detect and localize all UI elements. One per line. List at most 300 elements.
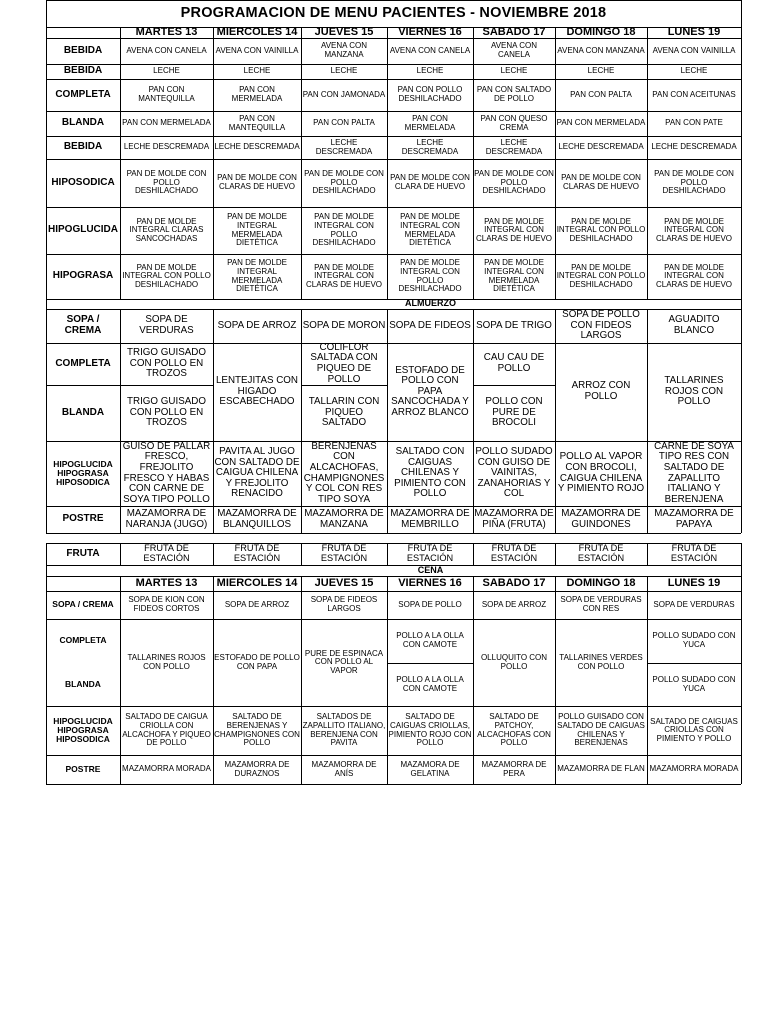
- day-header: SABADO 17: [482, 576, 546, 589]
- menu-cell: PAN CON MANTEQUILLA: [228, 113, 286, 132]
- menu-cell: PAN CON ACEITUNAS: [652, 89, 736, 99]
- grid-line: [555, 706, 556, 755]
- grid-line: [387, 619, 388, 706]
- grid-line: [46, 64, 47, 79]
- menu-cell: MAZAMORRA DE PIÑA (FRUTA): [474, 507, 554, 530]
- menu-cell: SOPA DE POLLO CON FIDEOS LARGOS: [562, 309, 640, 342]
- grid-line: [387, 207, 388, 254]
- grid-line: [387, 663, 473, 664]
- menu-cell: LECHE: [330, 66, 358, 76]
- menu-cell: AGUADITO BLANCO: [668, 314, 720, 336]
- day-header: DOMINGO 18: [566, 27, 636, 38]
- grid-line: [473, 706, 474, 755]
- menu-cell: PAN CON PATE: [665, 118, 723, 128]
- menu-cell: CARNE DE SOYA TIPO RES CON SALTADO DE ZAPALLITO ITALIANO Y BERENJENA: [654, 441, 734, 505]
- menu-cell: AVENA CON CANELA: [126, 45, 207, 55]
- grid-line: [120, 385, 213, 386]
- grid-line: [647, 136, 648, 159]
- grid-line: [555, 343, 556, 441]
- menu-cell: FRUTA DE ESTACIÓN: [233, 543, 281, 563]
- grid-line: [555, 619, 556, 706]
- menu-cell: LECHE DESCREMADA: [315, 137, 373, 156]
- grid-line: [741, 576, 742, 591]
- grid-line: [473, 385, 555, 386]
- grid-line: [301, 79, 302, 111]
- menu-cell: SOPA DE VERDURAS: [139, 314, 194, 336]
- menu-cell: PAN DE MOLDE INTEGRAL CON CLARAS DE HUEVO: [655, 262, 733, 289]
- menu-cell: PAN DE MOLDE INTEGRAL CON CLARAS DE HUEVO: [305, 262, 383, 289]
- menu-cell: SOPA DE POLLO: [398, 599, 462, 609]
- menu-cell: PAN DE MOLDE CON POLLO DESHILACHADO: [474, 169, 554, 196]
- row-label: BEBIDA: [63, 44, 103, 56]
- page-title: PROGRAMACION DE MENU PACIENTES - NOVIEMBRE 2018: [180, 5, 607, 22]
- row-label: SOPA / CREMA: [52, 599, 114, 610]
- grid-line: [555, 254, 556, 299]
- grid-line: [473, 79, 474, 111]
- grid-line: [301, 619, 302, 706]
- grid-line: [46, 136, 47, 159]
- grid-line: [120, 27, 121, 38]
- row-label: SOPA / CREMA: [64, 314, 102, 336]
- grid-line: [387, 79, 388, 111]
- grid-line: [741, 309, 742, 343]
- grid-line: [473, 543, 474, 565]
- grid-line: [555, 441, 556, 506]
- menu-cell: POLLO SUDADO CON YUCA: [652, 631, 736, 649]
- grid-line: [120, 506, 121, 533]
- menu-cell: AVENA CON VAINILLA: [652, 45, 736, 55]
- grid-line: [301, 136, 302, 159]
- grid-line: [120, 441, 121, 506]
- grid-line: [387, 506, 388, 533]
- day-header: VIERNES 16: [398, 27, 462, 38]
- grid-line: [647, 27, 648, 38]
- menu-cell: SALTADO DE CAIGUA CRIOLLA CON ALCACHOFA Y PIQUEO DE POLLO: [122, 712, 211, 748]
- menu-cell: SOPA DE TRIGO: [476, 319, 552, 331]
- grid-line: [301, 159, 302, 207]
- grid-line: [46, 27, 47, 38]
- grid-line: [46, 755, 47, 784]
- grid-line: [387, 591, 388, 619]
- grid-line: [46, 309, 47, 343]
- menu-cell: MAZAMORRA DE ANÍS: [311, 759, 377, 778]
- grid-line: [46, 207, 47, 254]
- grid-line: [46, 506, 47, 533]
- menu-cell: AVENA CON VAINILLA: [215, 45, 299, 55]
- menu-cell: LECHE DESCREMADA: [401, 137, 459, 156]
- grid-line: [741, 706, 742, 755]
- menu-cell: POLLO GUISADO CON SALTADO DE CAIGUAS CHILENAS Y BERENJENAS: [557, 712, 645, 748]
- menu-cell: LECHE DESCREMADA: [558, 142, 644, 152]
- grid-line: [120, 159, 121, 207]
- grid-line: [555, 111, 556, 136]
- menu-cell: PAN CON POLLO DESHILACHADO: [397, 85, 463, 103]
- menu-cell: FRUTA DE ESTACIÓN: [577, 543, 625, 563]
- row-label: BLANDA: [65, 678, 101, 689]
- grid-line: [647, 38, 648, 64]
- menu-cell: PAN DE MOLDE INTEGRAL CON POLLO DESHILACHADO: [556, 262, 646, 289]
- grid-line: [647, 441, 648, 506]
- grid-line: [301, 506, 302, 533]
- grid-line: [301, 706, 302, 755]
- day-header: JUEVES 15: [314, 576, 374, 589]
- grid-line: [473, 254, 474, 299]
- menu-cell: LECHE: [243, 66, 271, 76]
- day-header: SABADO 17: [482, 27, 546, 38]
- section-label: ALMUERZO: [405, 299, 456, 309]
- grid-line: [120, 619, 121, 706]
- grid-line: [387, 441, 388, 506]
- menu-cell: MAZAMORRA DE BLANQUILLOS: [217, 507, 297, 530]
- menu-cell: PAN CON MERMELADA: [404, 113, 456, 132]
- menu-cell: POLLO A LA OLLA CON CAMOTE: [396, 631, 464, 649]
- grid-line: [387, 111, 388, 136]
- menu-cell: POLLO A LA OLLA CON CAMOTE: [396, 674, 464, 693]
- menu-cell: AVENA CON MANZANA: [320, 41, 368, 59]
- grid-line: [120, 79, 121, 111]
- menu-cell: PAN DE MOLDE INTEGRAL CLARAS SANCOCHADAS: [129, 216, 204, 243]
- menu-cell: CAU CAU DE POLLO: [483, 352, 545, 374]
- day-header: DOMINGO 18: [566, 576, 636, 589]
- grid-line: [387, 755, 388, 784]
- row-label: HIPOGLUCIDA HIPOGRASA HIPOSODICA: [53, 715, 113, 745]
- menu-cell: PAN DE MOLDE INTEGRAL MERMELADA DIETÉTICA: [227, 212, 287, 248]
- grid-line: [741, 755, 742, 784]
- menu-cell: LECHE: [153, 66, 180, 76]
- grid-line: [473, 136, 474, 159]
- grid-line: [120, 64, 121, 79]
- grid-line: [741, 38, 742, 64]
- menu-cell: PAN DE MOLDE CON CLARA DE HUEVO: [390, 173, 470, 191]
- grid-line: [647, 755, 648, 784]
- menu-cell: PAN DE MOLDE INTEGRAL CON POLLO DESHILACHADO: [556, 216, 646, 243]
- row-label: HIPOGRASA: [52, 270, 114, 282]
- grid-line: [213, 111, 214, 136]
- menu-cell: SOPA DE KION CON FIDEOS CORTOS: [128, 595, 205, 613]
- menu-cell: PAN DE MOLDE CON POLLO DESHILACHADO: [654, 169, 734, 196]
- grid-line: [213, 576, 214, 591]
- grid-line: [647, 207, 648, 254]
- day-header: VIERNES 16: [398, 576, 462, 589]
- grid-line: [387, 64, 388, 79]
- menu-cell: PAN DE MOLDE CON CLARAS DE HUEVO: [217, 173, 297, 191]
- menu-cell: SOPA DE ARROZ: [481, 599, 547, 609]
- row-label: POSTRE: [62, 513, 104, 525]
- row-label: POSTRE: [65, 763, 101, 774]
- grid-line: [741, 299, 742, 309]
- grid-line: [741, 64, 742, 79]
- grid-line: [301, 309, 302, 343]
- grid-line: [741, 159, 742, 207]
- grid-line: [741, 619, 742, 706]
- menu-cell: PAN DE MOLDE INTEGRAL CON POLLO DESHILACHADO: [398, 258, 462, 294]
- row-label: HIPOGLUCIDA HIPOGRASA HIPOSODICA: [53, 458, 113, 488]
- grid-line: [213, 207, 214, 254]
- menu-cell: PAVITA AL JUGO CON SALTADO DE CAIGUA CHILENA Y FREJOLITO RENACIDO: [214, 446, 300, 500]
- menu-cell: SALTADO DE CAIGUAS CRIOLLAS CON PIMIENTO Y POLLO: [650, 716, 738, 743]
- grid-line: [555, 543, 556, 565]
- row-label: BEBIDA: [63, 65, 103, 77]
- grid-line: [213, 506, 214, 533]
- grid-line: [301, 576, 302, 591]
- grid-line: [301, 385, 387, 386]
- menu-cell: POLLO SUDADO CON GUISO DE VAINITAS, ZANAHORIAS Y COL: [475, 446, 553, 500]
- menu-cell: PAN DE MOLDE CON CLARAS DE HUEVO: [561, 173, 641, 191]
- menu-cell: LECHE: [500, 66, 528, 76]
- grid-line: [213, 64, 214, 79]
- menu-cell: SALTADO CON CAIGUAS CHILENAS Y PIMIENTO CON POLLO: [394, 446, 466, 500]
- grid-line: [387, 27, 388, 38]
- grid-line: [120, 343, 121, 441]
- grid-line: [120, 543, 121, 565]
- menu-cell: SALTADOS DE ZAPALLITO ITALIANO, BERENJENA CON PAVITA: [302, 712, 386, 748]
- menu-cell: ARROZ CON POLLO: [571, 380, 631, 402]
- day-header: MARTES 13: [135, 576, 198, 589]
- row-label: HIPOSODICA: [51, 176, 115, 188]
- grid-line: [120, 136, 121, 159]
- grid-line: [120, 111, 121, 136]
- grid-line: [46, 343, 47, 441]
- row-label: BLANDA: [61, 406, 105, 418]
- menu-cell: PAN DE MOLDE INTEGRAL CON CLARAS DE HUEVO: [475, 216, 553, 243]
- menu-cell: AVENA CON CANELA: [389, 45, 471, 55]
- grid-line: [647, 706, 648, 755]
- menu-cell: LECHE DESCREMADA: [485, 137, 543, 156]
- grid-line: [741, 254, 742, 299]
- section-label: CENA: [417, 565, 444, 575]
- row-label: COMPLETA: [55, 88, 111, 100]
- grid-line: [473, 506, 474, 533]
- grid-line: [213, 27, 214, 38]
- menu-cell: FRUTA DE ESTACIÓN: [490, 543, 538, 563]
- grid-line: [46, 79, 47, 111]
- grid-line: [213, 441, 214, 506]
- grid-line: [46, 619, 47, 706]
- menu-cell: PAN CON PALTA: [313, 118, 375, 128]
- row-label: FRUTA: [66, 547, 100, 559]
- grid-line: [647, 64, 648, 79]
- menu-cell: SOPA DE ARROZ: [224, 599, 290, 609]
- menu-cell: TALLARINES ROJOS CON POLLO: [664, 375, 724, 408]
- menu-cell: PAN DE MOLDE INTEGRAL CON MERMELADA DIETÉTICA: [400, 212, 460, 248]
- grid-line: [555, 591, 556, 619]
- grid-line: [46, 299, 47, 309]
- grid-line: [387, 254, 388, 299]
- menu-cell: PAN CON MERMELADA: [231, 85, 283, 103]
- grid-line: [741, 343, 742, 441]
- grid-line: [387, 343, 388, 441]
- grid-line: [213, 591, 214, 619]
- grid-line: [213, 755, 214, 784]
- menu-cell: MAZAMORRA DE PERA: [481, 759, 547, 778]
- grid-line: [741, 27, 742, 38]
- grid-line: [120, 254, 121, 299]
- menu-cell: SALTADO DE CAIGUAS CRIOLLAS, PIMIENTO ROJO CON POLLO: [388, 712, 472, 748]
- grid-line: [387, 159, 388, 207]
- menu-cell: SALTADO DE BERENJENAS Y CHAMPIGNONES CON POLLO: [214, 712, 300, 748]
- grid-line: [46, 576, 47, 591]
- grid-line: [647, 309, 648, 343]
- grid-line: [46, 441, 47, 506]
- grid-line: [213, 136, 214, 159]
- grid-line: [213, 38, 214, 64]
- grid-line: [301, 111, 302, 136]
- grid-line: [647, 663, 741, 664]
- menu-cell: MAZAMORRA DE FLAN: [557, 764, 645, 774]
- grid-line: [555, 207, 556, 254]
- grid-line: [473, 441, 474, 506]
- grid-line: [301, 64, 302, 79]
- grid-line: [120, 309, 121, 343]
- grid-line: [647, 506, 648, 533]
- menu-cell: LECHE DESCREMADA: [651, 142, 737, 152]
- menu-cell: SOPA DE FIDEOS: [389, 319, 471, 331]
- grid-line: [387, 543, 388, 565]
- grid-line: [213, 309, 214, 343]
- menu-cell: SOPA DE VERDURAS: [653, 599, 735, 609]
- row-label: BEBIDA: [63, 141, 103, 153]
- grid-line: [120, 207, 121, 254]
- menu-cell: MAZAMORRA DE PAPAYA: [654, 507, 734, 530]
- menu-cell: SOPA DE VERDURAS CON RES: [560, 595, 642, 613]
- menu-cell: TRIGO GUISADO CON POLLO EN TROZOS: [127, 396, 206, 429]
- menu-cell: FRUTA DE ESTACIÓN: [406, 543, 454, 563]
- menu-cell: SOPA DE ARROZ: [217, 319, 297, 331]
- grid-line: [473, 38, 474, 64]
- menu-cell: PAN DE MOLDE INTEGRAL CON MERMELADA DIETÉTICA: [484, 258, 544, 294]
- grid-line: [741, 591, 742, 619]
- grid-line: [120, 706, 121, 755]
- grid-line: [301, 543, 302, 565]
- menu-cell: POLLO CON PURE DE BROCOLI: [485, 396, 543, 429]
- grid-line: [555, 64, 556, 79]
- menu-cell: TALLARIN CON PIQUEO SALTADO: [308, 396, 380, 429]
- grid-line: [301, 591, 302, 619]
- menu-cell: POLLO AL VAPOR CON BROCOLI, CAIGUA CHILENA Y PIMIENTO ROJO: [557, 451, 645, 495]
- grid-line: [555, 79, 556, 111]
- grid-line: [46, 111, 47, 136]
- menu-cell: LECHE DESCREMADA: [123, 142, 210, 152]
- grid-line: [46, 543, 47, 565]
- menu-cell: PURE DE ESPINACA CON POLLO AL VAPOR: [304, 648, 384, 675]
- grid-line: [647, 79, 648, 111]
- menu-cell: TALLARINES VERDES CON POLLO: [559, 652, 643, 671]
- grid-line: [473, 64, 474, 79]
- grid-line: [387, 136, 388, 159]
- grid-line: [301, 207, 302, 254]
- menu-cell: PAN DE MOLDE CON POLLO DESHILACHADO: [126, 169, 207, 196]
- menu-cell: PAN CON JAMONADA: [302, 89, 386, 99]
- menu-cell: PAN CON MANTEQUILLA: [138, 85, 195, 103]
- grid-line: [647, 543, 648, 565]
- grid-line: [213, 159, 214, 207]
- grid-line: [301, 343, 302, 441]
- grid-line: [387, 38, 388, 64]
- menu-cell: LENTEJITAS CON HIGADO ESCABECHADO: [215, 375, 298, 408]
- grid-line: [473, 309, 474, 343]
- grid-line: [120, 755, 121, 784]
- menu-cell: PAN DE MOLDE INTEGRAL CON POLLO DESHILACHADO: [122, 262, 211, 289]
- menu-cell: POLLO SUDADO CON YUCA: [652, 674, 736, 693]
- grid-line: [555, 136, 556, 159]
- menu-cell: TALLARINES ROJOS CON POLLO: [127, 652, 206, 671]
- menu-cell: LECHE: [587, 66, 615, 76]
- menu-cell: MAZAMORRA DE NARANJA (JUGO): [125, 507, 208, 530]
- grid-line: [213, 706, 214, 755]
- menu-cell: MAZAMORRA DE MEMBRILLO: [390, 507, 470, 530]
- grid-line: [213, 543, 214, 565]
- menu-cell: FRUTA DE ESTACIÓN: [320, 543, 368, 563]
- grid-line: [555, 576, 556, 591]
- menu-cell: SALTADO DE PATCHOY, ALCACHOFAS CON POLLO: [477, 712, 551, 748]
- grid-line: [741, 111, 742, 136]
- row-label: BLANDA: [61, 117, 105, 129]
- grid-line: [301, 38, 302, 64]
- menu-cell: FRUTA DE ESTACIÓN: [670, 543, 718, 563]
- grid-line: [555, 159, 556, 207]
- grid-line: [387, 706, 388, 755]
- menu-cell: PAN DE MOLDE CON POLLO DESHILACHADO: [304, 169, 384, 196]
- grid-line: [473, 159, 474, 207]
- row-label: COMPLETA: [59, 635, 107, 646]
- grid-line: [647, 591, 648, 619]
- grid-line: [387, 576, 388, 591]
- menu-cell: PAN DE MOLDE INTEGRAL CON POLLO DESHILACHADO: [312, 212, 376, 248]
- grid-line: [647, 619, 648, 706]
- grid-line: [473, 207, 474, 254]
- grid-line: [46, 254, 47, 299]
- grid-line: [301, 441, 302, 506]
- day-header: MARTES 13: [135, 27, 198, 38]
- menu-cell: PAN CON MERMELADA: [122, 118, 211, 128]
- grid-line: [301, 27, 302, 38]
- grid-line: [301, 755, 302, 784]
- menu-cell: AVENA CON MANZANA: [557, 45, 645, 55]
- grid-line: [213, 79, 214, 111]
- grid-line: [647, 159, 648, 207]
- menu-cell: LECHE: [680, 66, 708, 76]
- menu-cell: LECHE DESCREMADA: [214, 142, 300, 152]
- menu-cell: MAZAMORRA DE MANZANA: [304, 507, 384, 530]
- menu-cell: PAN CON MERMELADA: [556, 118, 646, 128]
- grid-line: [120, 38, 121, 64]
- grid-line: [473, 576, 474, 591]
- row-label: COMPLETA: [55, 357, 111, 369]
- grid-line: [473, 591, 474, 619]
- menu-cell: COLIFLOR SALTADA CON PIQUEO DE POLLO: [310, 343, 378, 385]
- grid-line: [741, 543, 742, 565]
- grid-line: [647, 254, 648, 299]
- menu-cell: PAN DE MOLDE INTEGRAL CON CLARAS DE HUEVO: [655, 216, 733, 243]
- grid-line: [46, 0, 741, 1]
- grid-line: [741, 207, 742, 254]
- grid-line: [555, 309, 556, 343]
- grid-line: [46, 533, 741, 534]
- menu-cell: PAN CON PALTA: [570, 89, 632, 99]
- grid-line: [46, 706, 47, 755]
- day-header: JUEVES 15: [314, 27, 374, 38]
- grid-line: [647, 111, 648, 136]
- grid-line: [120, 591, 121, 619]
- menu-cell: MAZAMORRA DE GUINDONES: [561, 507, 641, 530]
- menu-cell: PAN CON SALTADO DE POLLO: [476, 85, 552, 103]
- grid-line: [647, 343, 648, 441]
- grid-line: [213, 254, 214, 299]
- menu-cell: AVENA CON CANELA: [490, 41, 538, 59]
- day-header: MIERCOLES 14: [216, 27, 298, 38]
- menu-cell: OLLUQUITO CON POLLO: [480, 652, 548, 671]
- grid-line: [473, 619, 474, 706]
